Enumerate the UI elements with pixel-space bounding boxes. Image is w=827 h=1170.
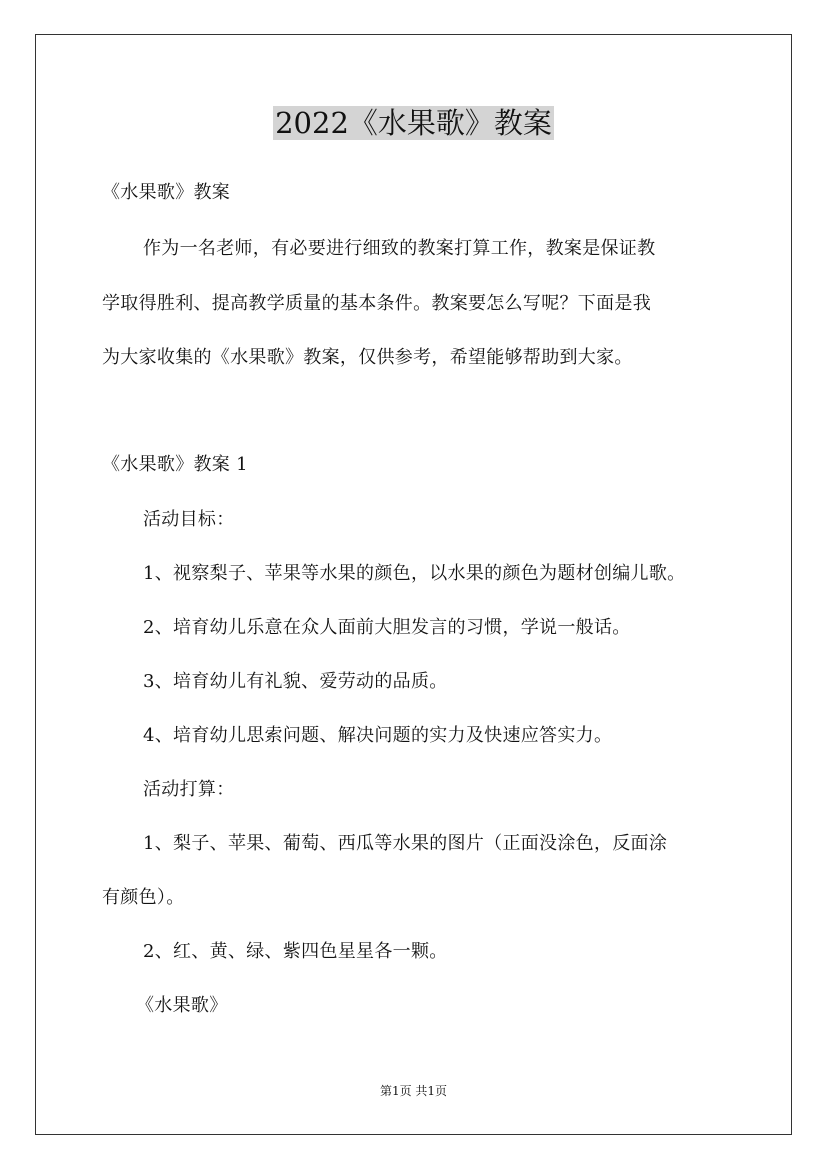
goal-item-2: 2、培育幼儿乐意在众人面前大胆发言的习惯，学说一般话。 [143, 617, 631, 638]
intro-line-1: 作为一名老师，有必要进行细致的教案打算工作，教案是保证教 [143, 238, 656, 259]
document-title-text: 2022《水果歌》教案 [275, 106, 552, 140]
page-footer: 第1页 共1页 [379, 1084, 448, 1098]
intro-line-2: 学取得胜利、提高教学质量的基本条件。教案要怎么写呢？下面是我 [102, 293, 651, 314]
goals-heading: 活动目标： [143, 509, 235, 530]
goal-item-3: 3、培育幼儿有礼貌、爱劳动的品质。 [143, 671, 448, 692]
prep-item-2: 2、红、黄、绿、紫四色星星各一颗。 [143, 941, 448, 962]
goal-item-4: 4、培育幼儿思索问题、解决问题的实力及快速应答实力。 [143, 725, 613, 746]
song-title: 《水果歌》 [136, 995, 228, 1016]
intro-line-3: 为大家收集的《水果歌》教案，仅供参考，希望能够帮助到大家。 [102, 347, 633, 368]
prep-heading: 活动打算： [143, 779, 235, 800]
goal-item-1: 1、视察梨子、苹果等水果的颜色，以水果的颜色为题材创编儿歌。 [143, 563, 686, 584]
prep-item-1-line-1: 1、梨子、苹果、葡萄、西瓜等水果的图片（正面没涂色，反面涂 [143, 833, 668, 854]
section1-heading: 《水果歌》教案 1 [102, 454, 248, 475]
document-title [0, 104, 827, 142]
prep-item-1-line-2: 有颜色）。 [102, 887, 185, 908]
document-subtitle: 《水果歌》教案 [102, 182, 231, 203]
